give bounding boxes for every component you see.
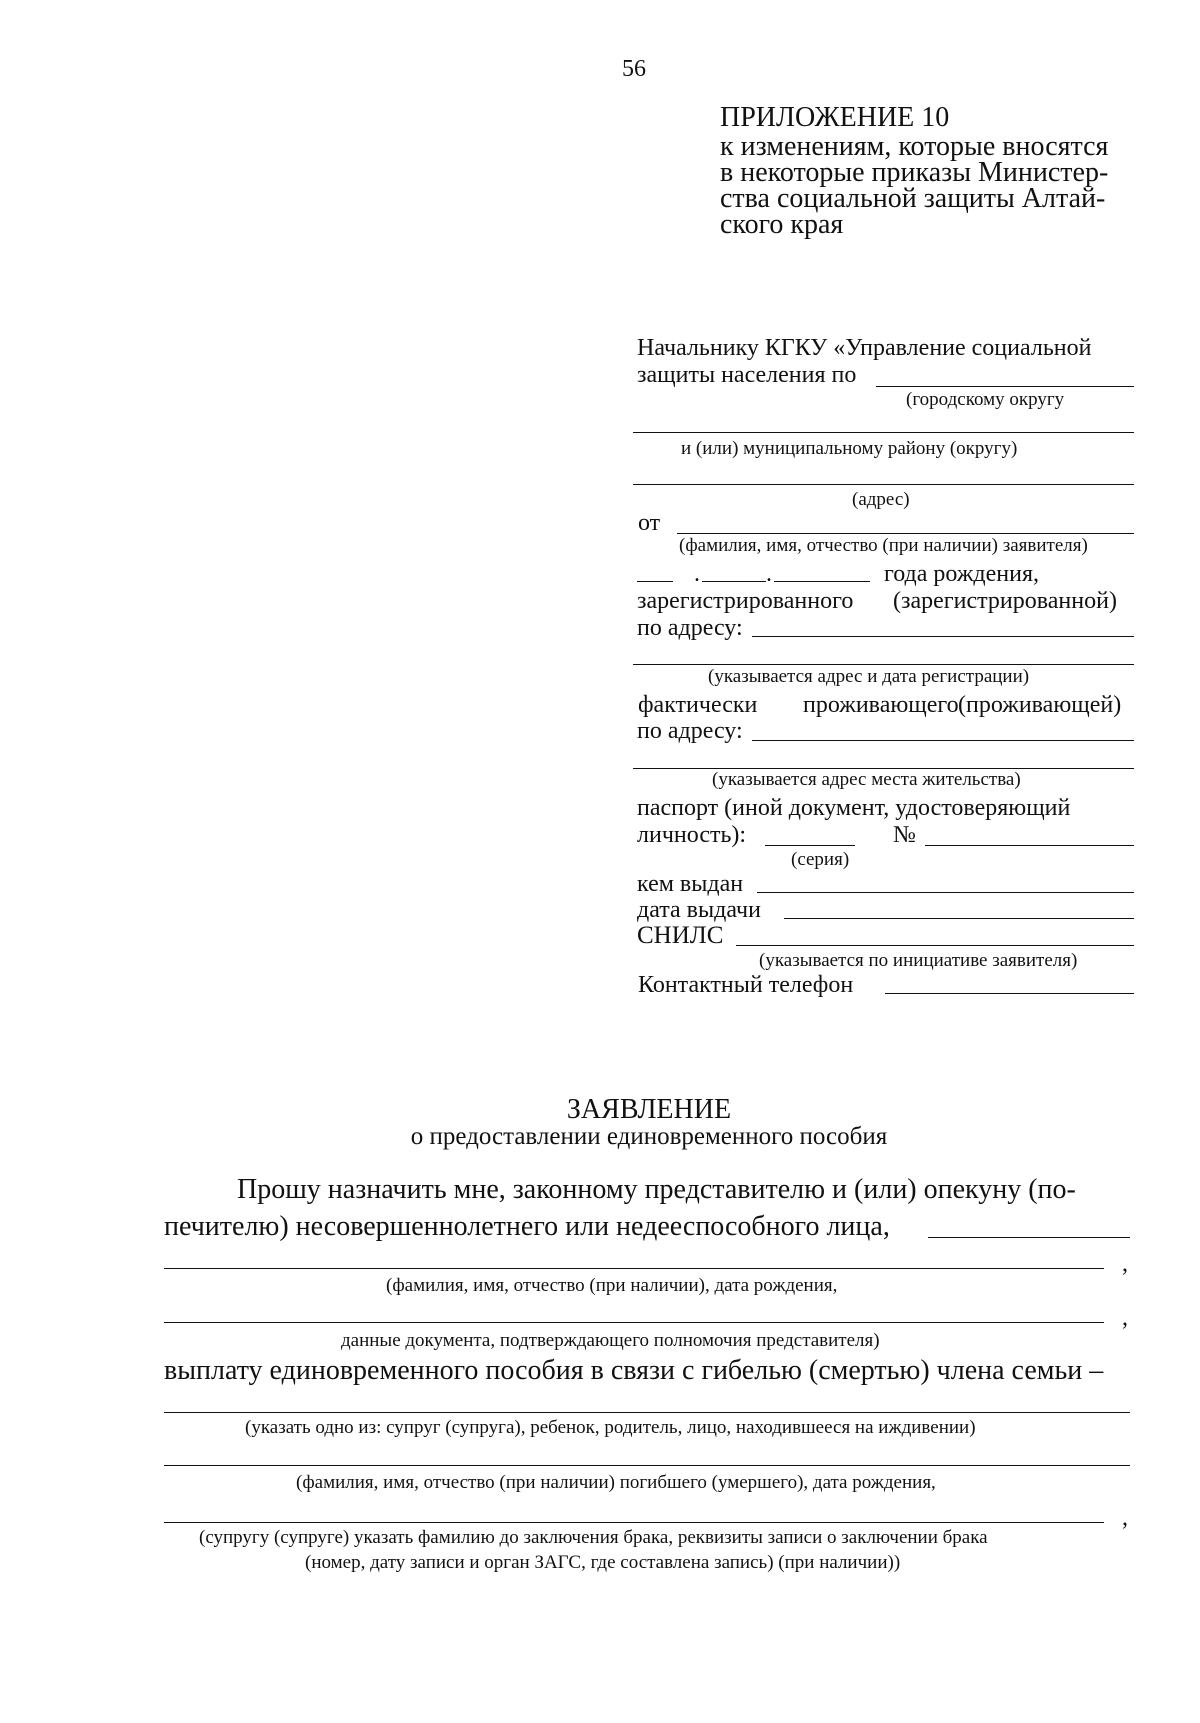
phone-line[interactable] <box>885 993 1134 994</box>
issued-by-label: кем выдан <box>637 871 744 897</box>
addressee-line: Начальнику КГКУ «Управление социальной <box>637 335 1092 361</box>
marriage-line[interactable] <box>164 1522 1104 1523</box>
statement-subtitle: о предоставлении единовременного пособия <box>410 1123 888 1150</box>
from-label: от <box>638 510 661 536</box>
hint-city: (городскому округу <box>906 389 1065 410</box>
applicant-line[interactable] <box>928 1237 1130 1238</box>
birth-month-line[interactable] <box>702 581 766 582</box>
hint-fio: (фамилия, имя, отчество (при наличии) заявителя) <box>679 535 1088 556</box>
addressee-line: защиты населения по <box>637 362 857 388</box>
hint-series: (серия) <box>791 849 850 870</box>
living-m: фактически <box>638 692 758 718</box>
living-f: (проживающей) <box>958 692 1122 718</box>
hint-5: (супругу (супруге) указать фамилию до заключения брака, реквизиты записи о заключении брака <box>199 1527 988 1548</box>
hint-1: (фамилия, имя, отчество (при наличии), дата рождения, <box>386 1275 838 1296</box>
registered-f: (зарегистрированной) <box>893 588 1117 614</box>
district-field-line[interactable] <box>876 386 1134 387</box>
passport-label-2: личность): <box>637 822 747 848</box>
address-field-line[interactable] <box>633 484 1134 485</box>
appendix-line: в некоторые приказы Министер- <box>720 157 1109 188</box>
issued-by-line[interactable] <box>757 892 1134 893</box>
by-address-label: по адресу: <box>637 718 743 744</box>
snils-label: СНИЛС <box>637 922 724 949</box>
reg-address-line[interactable] <box>752 636 1134 637</box>
appendix-line: к изменениям, которые вносятся <box>720 131 1109 162</box>
hint-snils: (указывается по инициативе заявителя) <box>759 950 1078 971</box>
issue-date-line[interactable] <box>784 918 1134 919</box>
deceased-line[interactable] <box>164 1465 1130 1466</box>
hint-5: (номер, дату записи и орган ЗАГС, где составлена запись) (при наличии)) <box>305 1552 901 1573</box>
live-address-line[interactable] <box>752 740 1134 741</box>
comma: , <box>1122 1251 1128 1277</box>
by-address-label: по адресу: <box>637 615 743 641</box>
page-number: 56 <box>622 56 646 82</box>
hint-address: (адрес) <box>852 489 910 510</box>
phone-label: Контактный телефон <box>638 972 854 998</box>
birth-dot: . <box>694 561 700 587</box>
appendix-line: ства социальной защиты Алтай- <box>720 183 1106 214</box>
hint-2: данные документа, подтверждающего полномочия представителя) <box>341 1330 880 1351</box>
paragraph-line: Прошу назначить мне, законному представителю и (или) опекуну (по- <box>237 1174 1076 1205</box>
statement-title: ЗАЯВЛЕНИЕ <box>566 1094 732 1125</box>
representative-doc-line[interactable] <box>164 1322 1104 1323</box>
hint-3: (указать одно из: супруг (супруга), ребенок, родитель, лицо, находившееся на иждивении) <box>245 1417 976 1438</box>
passport-label: паспорт (иной документ, удостоверяющий <box>637 795 1071 821</box>
hint-live: (указывается адрес места жительства) <box>712 769 1021 790</box>
snils-line[interactable] <box>736 945 1134 946</box>
appendix-title: ПРИЛОЖЕНИЕ 10 <box>720 102 950 133</box>
birth-year-line[interactable] <box>774 581 870 582</box>
district-field-line-2[interactable] <box>633 432 1134 433</box>
number-sign: № <box>893 822 916 848</box>
living-mid: проживающего <box>803 692 959 718</box>
birth-day-line[interactable] <box>637 581 673 582</box>
comma: , <box>1122 1305 1128 1331</box>
birth-label: года рождения, <box>884 561 1039 587</box>
hint-reg: (указывается адрес и дата регистрации) <box>708 666 1030 687</box>
applicant-line-2[interactable] <box>164 1268 1104 1269</box>
registered-m: зарегистрированного <box>637 588 854 614</box>
issue-date-label: дата выдачи <box>637 897 761 923</box>
relation-line[interactable] <box>164 1412 1130 1413</box>
reg-address-line-2[interactable] <box>633 664 1134 665</box>
birth-dot: . <box>766 561 772 587</box>
appendix-line: ского края <box>720 209 844 240</box>
paragraph-line: печителю) несовершеннолетнего или недееспособного лица, <box>164 1211 890 1242</box>
hint-district: и (или) муниципальному району (округу) <box>681 438 1018 459</box>
passport-series-line[interactable] <box>765 845 855 846</box>
comma: , <box>1122 1505 1128 1531</box>
passport-number-line[interactable] <box>925 845 1134 846</box>
hint-4: (фамилия, имя, отчество (при наличии) погибшего (умершего), дата рождения, <box>296 1472 936 1493</box>
fio-field-line[interactable] <box>677 533 1134 534</box>
paragraph-line: выплату единовременного пособия в связи с гибелью (смертью) члена семьи – <box>164 1355 1104 1386</box>
